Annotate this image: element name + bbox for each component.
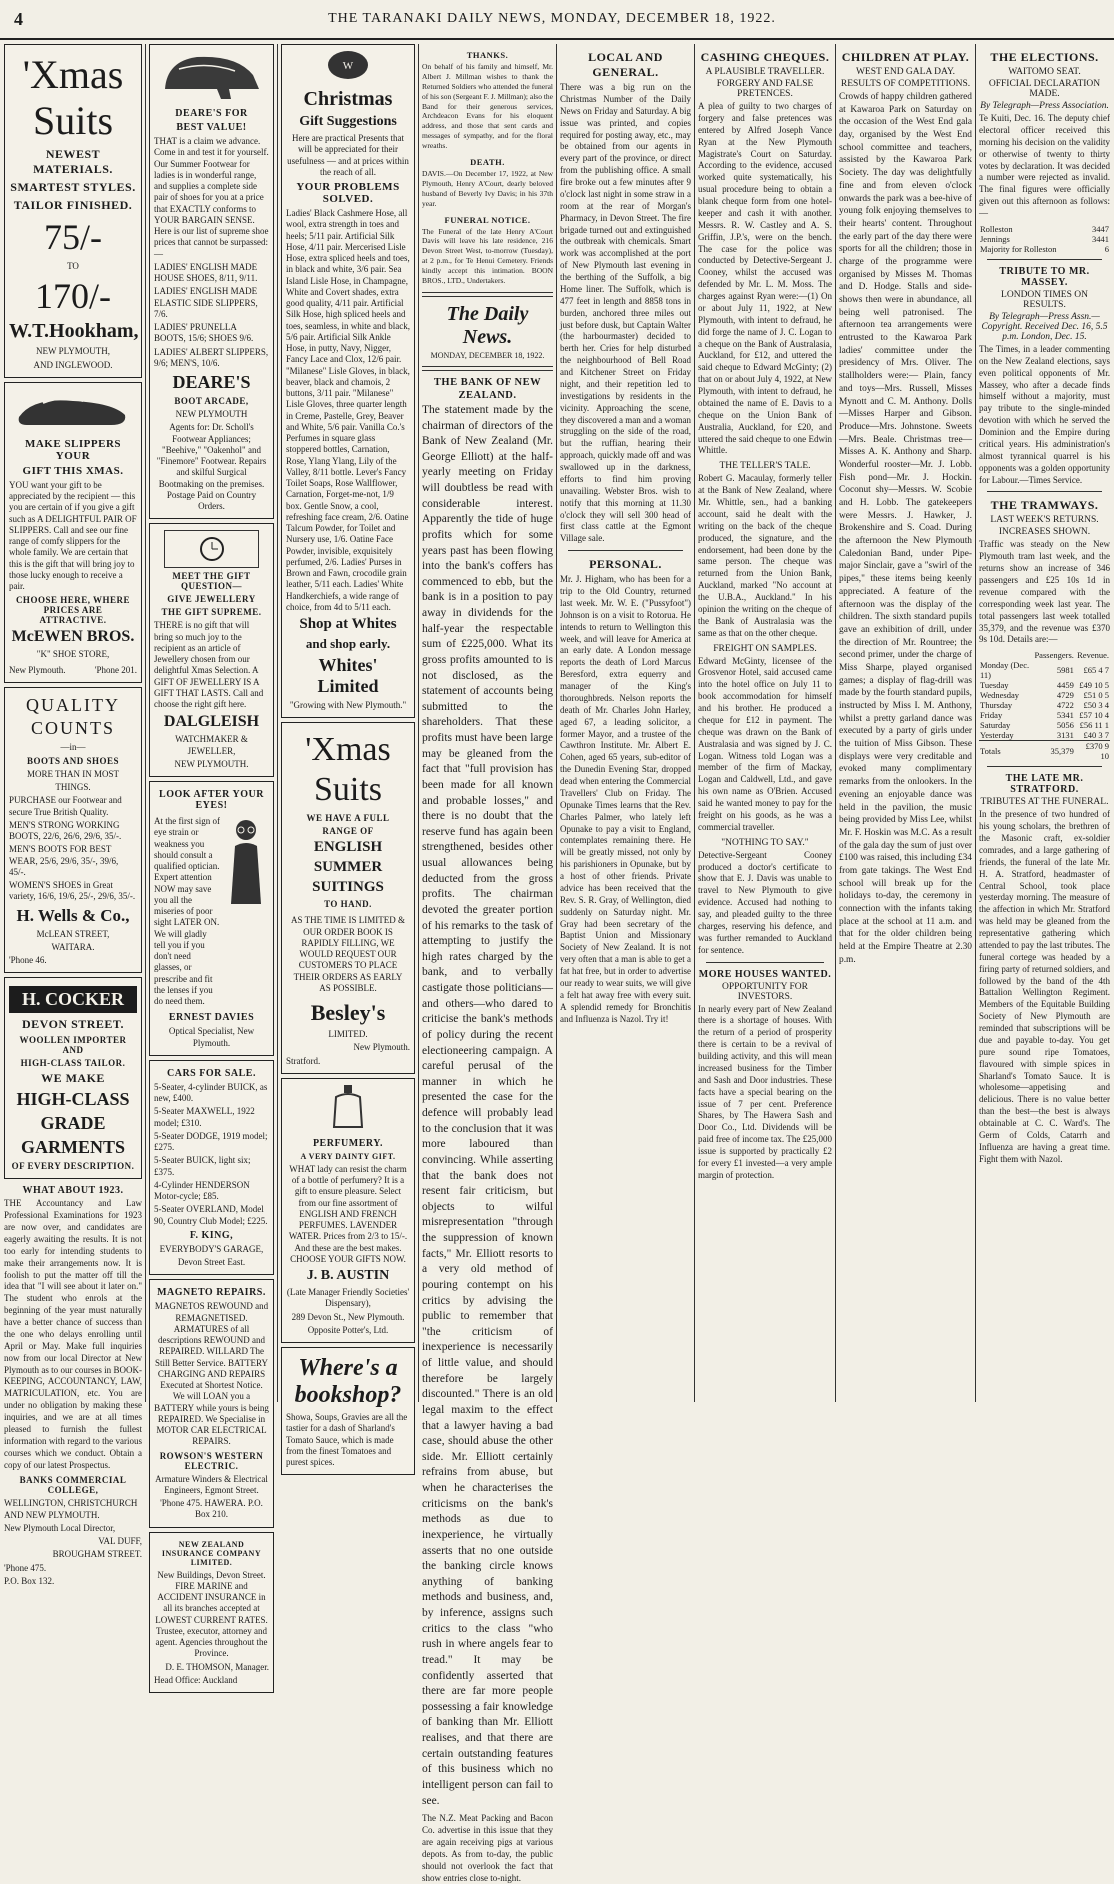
section-heading: LOCAL AND GENERAL. [588, 50, 663, 79]
ad-headline: A VERY DAINTY GIFT. [300, 1151, 396, 1161]
day-cell: Friday [980, 710, 1003, 721]
section-subheading: WAITOMO SEAT. [1008, 67, 1081, 77]
revenue-cell: £51 0 5 [1083, 690, 1109, 701]
nzins-ad [149, 1532, 274, 1694]
dalgleish-ad [149, 523, 274, 777]
perfume-bottle-icon [328, 1083, 368, 1131]
passengers-cell: 3131 [1056, 730, 1074, 741]
notice-body: The Funeral of the late Henry A'Court Davis will leave his late residence, 216 Devon Street West, to-morrow (Tuesday), at 2 p.m., for Te Henui Cemetery. Friends kindly accept this intimation. BOON BROS., LTD., Undertakers. [422, 226, 553, 286]
whites-ad [281, 44, 415, 718]
ad-line: OF EVERY DESCRIPTION. [11, 1161, 135, 1172]
notice-heading: WHAT ABOUT 1923. [22, 1185, 124, 1197]
column-rule [145, 44, 146, 1402]
advertiser-name: ERNEST DAVIES [168, 1012, 255, 1024]
advertiser-line: 'Phone 475. [4, 1562, 47, 1573]
majority-value: 6 [1104, 243, 1109, 254]
ad-headline: LOOK AFTER YOUR EYES! [159, 789, 264, 811]
revenue-cell: £56 11 1 [1079, 720, 1109, 731]
advertiser-name: NEW ZEALAND INSURANCE COMPANY LIMITED. [161, 1539, 262, 1567]
masthead-title: THE TARANAKI DAILY NEWS, MONDAY, DECEMBER 18, 1922. [328, 11, 776, 26]
tram-returns-table [979, 650, 1110, 761]
section-subheading: LAST WEEK'S RETURNS. [990, 515, 1099, 526]
signature-line: D. E. THOMSON, Manager. [165, 1661, 269, 1672]
optician-figure-illustration [223, 814, 269, 904]
column-header: Passengers. [1034, 650, 1074, 661]
masthead [0, 0, 1114, 40]
revenue-cell: £370 9 10 [1085, 741, 1109, 762]
advertiser-address: McLEAN STREET, [36, 928, 110, 939]
advertiser-name: Whites' Limited [317, 655, 379, 696]
price-line: LADIES' ALBERT SLIPPERS, 9/6; MEN'S, 10/6. [154, 346, 269, 368]
car-listing: 5-Seater, 4-cylinder BUICK, as new, £400. [154, 1081, 268, 1103]
day-cell: Saturday [980, 720, 1011, 731]
section-rule [422, 292, 553, 297]
article-body: Edward McGinty, licensee of the Grosvenor Hotel, said accused came into the hotel office on July 11 to book accommodation for himself and his brother. He produced a cheque for £12 in payment. The cheque was drawn on the Bank of Australasia and was signed by J. C. Logan. Witness told Logan was a member of the firm of Mackay, Logan and Caldwell, Ltd., and gave his own name as O'Brien. Accused said he wanted money to pay for the freight on his goods, as he was a commercial traveller. [698, 655, 832, 832]
column-rule [418, 44, 419, 1402]
ad-line: MORE THAN IN MOST [26, 768, 120, 779]
ad-slogan: Shop at Whites [299, 616, 397, 632]
austin-ad [281, 1078, 415, 1343]
column-rule [556, 44, 557, 1402]
svg-text:W: W [342, 60, 354, 72]
section-subheading: FREIGHT ON SAMPLES. [713, 643, 817, 654]
section-subheading: A PLAUSIBLE TRAVELLER. [705, 67, 825, 77]
revenue-cell: £40 3 7 [1083, 730, 1109, 741]
section-heading: THE ELECTIONS. [990, 50, 1099, 64]
advertiser-address: WAITARA. [51, 941, 95, 952]
price-line: MEN'S BOOTS FOR BEST WEAR, 25/6, 29/6, 35/-, 39/6, 45/-. [9, 844, 119, 877]
ad-headline: QUALITY [26, 694, 120, 715]
article-body: Te Kuiti, Dec. 16. The deputy chief electoral officer received this morning his decision on the validity or otherwise of twenty to thirty votes by declaration. It was decided a number were rejected as invalid. The final figures were officially given out this afternoon as follows:— [979, 113, 1110, 218]
column-rule [277, 44, 278, 1402]
column-rule [975, 44, 976, 1402]
ad-headline: 'Xmas [22, 52, 124, 97]
candidate-votes: 3441 [1092, 233, 1109, 244]
ad-headline: Suits [313, 771, 383, 809]
leader-body: The statement made by the chairman of directors of the Bank of New Zealand (Mr. George Elliott) at the half-yearly meeting on Friday will doubtless be read with considerable interest. Apparently the tide of huge profits which for some years past has been flowing into the bank's coffers has commenced to ebb, but the bank is in a position to pay away in dividends for the half-year the respectable sum of £225,000. What its gross profits amounted to is not disclosed, as the statement of accounts being submitted to the shareholders. That these profits must have been large may be gleaned from the fact that "full provision has been made for all known and probable losses," and there is no doubt that the reserve fund has again been strengthened, besides other usual allowances being deducted from the gross profits. The chairman devoted the greater portion of his remarks to the task of attempting to justify the high rates charged by the bank, and to verbally castigate those politicians—and others—who dared to criticise the bank's methods of policy during the recent electioneering campaign. A careful perusal of the manner in which he presented the case for the defence will probably lead to the conclusion that it was more laboured than convincing. While asserting that the bank does not resent fair criticism, but objects to wilful misrepresentation "through the suppression of known facts," Mr. Elliott resorts to a very old method of pouring contempt on his critics by advising the public to remember that "the criticism of inexperience is necessarily of little value, and should therefore be largely discounted." There is an old legal maxim to the effect that a lawyer having a bad case, should abuse the other side. Mr. Elliott certainly refrains from abuse, but when he characterises the criticisms on the bank's methods as due to inexperience, he virtually asserts that no one outside the banking circle knows anything of banking methods and business, and, by inference, assigns such critics to the class "who rush in where angels fear to tread." It may be confidently asserted that there are far more people possessing a fair knowledge of banking than Mr. Elliott realises, and that there are certain outstanding features of this business which no intelligent person can fail to see. [422, 403, 553, 1807]
advertiser-tagline: "Growing with New Plymouth." [289, 700, 407, 710]
ad-body: Agents for: Dr. Scholl's Footwear Appliances; "Beehive," "Oakenhol" and "Finemore" Footwear. Repairs and skilful Surgical Bootmaking on the premises. Postage Paid on Country Orders. [156, 422, 267, 511]
cocker-ad [4, 977, 142, 1179]
table-row [979, 720, 1110, 730]
article-body: There was a big run on the Christmas Number of the Daily News on Friday and Saturday. A big issue was printed, and copies required for posting away, etc., may be obtained from our agents in every part of the province, or direct from the publishing office. A small fire broke out a few minutes after 9 o'clock last night in some straw in a room at the rear of Morgan's Pharmacy, in Devon Street. The fire brigade turned out and extinguished the outbreak with chemicals. Smart work was accomplished at the port of New Plymouth last evening in the berthing of the Suffolk, a big Home liner. The Suffolk, which is 477 feet in length and 8858 tons in burden, anchored three miles out just before dusk, but Captain Walter (the harbourmaster) decided to berth her. Cries for help disturbed the neighbourhood of Bell Road and Kitchener Street on Friday night, and their repetition led to investigations by residents in the vicinity. Approaching the scene, they discovered a man and a woman struggling on the side of the road, but the ruffian, hearing their approach, quickly made off and was swallowed up in the darkness, efforts to find him proving unavailing. Webster Bros. wish to notify that this morning at 11.30 o'clock they will sell 300 head of first class cattle at the Egmont Village sale. [560, 82, 691, 544]
car-listing: 5-Seater DODGE, 1919 model; £275. [154, 1130, 268, 1152]
advertiser-line: Armature Winders & Electrical Engineers, Egmont Street. [155, 1473, 268, 1495]
ad-headline: THE GIFT SUPREME. [161, 607, 262, 618]
table-total-row [979, 741, 1110, 762]
day-cell: Thursday [980, 700, 1013, 711]
advertiser-store: BOOT ARCADE, [174, 396, 249, 406]
car-listing: 5-Seater MAXWELL, 1922 model; £310. [154, 1106, 255, 1128]
advertiser-location: AND INGLEWOOD. [33, 359, 113, 370]
telegraph-credit: By Telegraph—Press Association. [980, 101, 1109, 111]
notice-body: The N.Z. Meat Packing and Bacon Co. advertise in this issue that they are again receiving pigs at various depots. As from to-day, the public should not overlook the fact that show entries close to-night. [422, 1813, 553, 1883]
ad-line: WOOLLEN IMPORTER AND [19, 1035, 127, 1056]
davies-ad [149, 781, 274, 1056]
advertiser-line: WATCHMAKER & JEWELLER, [175, 734, 248, 756]
ad-headline: MEET THE GIFT QUESTION— [172, 571, 251, 592]
passengers-cell: 5056 [1056, 720, 1074, 731]
ad-body: WHAT lady can resist the charm of a bottle of perfumery? It is a gift to ensure pleasure. Select from our fine assortment of ENGLISH AND FRENCH PERFUMES. LAVENDER WATER. Prices from 2/3 to 15/-. And these are the best makes. CHOOSE YOUR GIFTS NOW. [288, 1163, 408, 1264]
article-body: Traffic was steady on the New Plymouth tram last week, and the returns show an increase of 346 passengers and £25 10s 1d in revenue compared with the corresponding week last year. The total passengers last week totalled 35,379, and the revenue was £370 9s 10d. Details are:— [979, 539, 1110, 645]
advertiser-name: DALGLEISH [163, 713, 260, 731]
section-heading: MORE HOUSES WANTED. [698, 968, 832, 980]
column-3 [281, 44, 415, 1467]
table-row [979, 660, 1110, 680]
leader-heading: THE BANK OF NEW [433, 376, 542, 388]
king-ad [149, 1060, 274, 1276]
deare-ad [149, 44, 274, 519]
dateline: MONDAY, DECEMBER 18, 1922. [430, 350, 545, 360]
telegraph-credit: By Telegraph—Press Assn.—Copyright. Received Dec. 16, 5.5 p.m. London, Dec. 15. [981, 311, 1108, 342]
day-cell: Yesterday [980, 730, 1014, 741]
advertiser-line: LIMITED. [328, 1029, 368, 1039]
column-8 [979, 44, 1110, 1402]
advertiser-name: H. Wells & Co., [16, 905, 130, 925]
advertiser-name: J. B. AUSTIN [306, 1268, 390, 1283]
column-1 [4, 44, 142, 1586]
ad-headline: Gift Suggestions [299, 114, 397, 129]
section-rule [987, 491, 1102, 492]
ad-headline: CARS FOR SALE. [167, 1067, 256, 1079]
advertiser-name: DEARE'S [172, 372, 251, 392]
candidate-votes: 3447 [1092, 223, 1109, 234]
ad-headline: ENGLISH [313, 839, 383, 856]
sharland-ad [281, 1347, 415, 1475]
advertiser-line: 289 Devon St., New Plymouth. [291, 1311, 405, 1322]
advertiser-line: New Plymouth Local Director, [4, 1522, 116, 1533]
majority-label: Majority for Rolleston [980, 243, 1057, 254]
passengers-cell: 4729 [1056, 690, 1074, 701]
day-cell: Totals [980, 746, 1001, 757]
advertiser-location: NEW PLYMOUTH [175, 409, 248, 419]
price-to: TO [67, 261, 79, 271]
section-heading: CHILDREN AT PLAY. [841, 50, 970, 64]
day-cell: Monday (Dec. 11) [980, 660, 1030, 681]
table-row [979, 690, 1110, 700]
ad-subhead: YOUR PROBLEMS SOLVED. [296, 181, 400, 205]
column-6 [698, 44, 832, 1402]
advertiser-line: Opposite Potter's, Ltd. [307, 1324, 389, 1335]
car-listing: 5-Seater OVERLAND, Model 90, Country Club Model; £225. [154, 1204, 268, 1226]
ad-body: New Buildings, Devon Street. FIRE MARINE and ACCIDENT INSURANCE in all its branches accepted at LOWEST CURRENT RATES. Trustee, executor, attorney and agent. Agencies throughout the Province. [155, 1569, 268, 1659]
price-line: LADIES' ENGLISH MADE HOUSE SHOES, 8/11, 9/11. [154, 261, 258, 283]
section-rule [568, 550, 683, 551]
column-7 [839, 44, 972, 1402]
ad-slogan: and shop early. [305, 636, 391, 651]
notice-body: DAVIS.—On December 17, 1922, at New Plymouth, Henry A'Court, dearly beloved husband of Beverly Ivy Davis; in his 37th year. [422, 169, 553, 208]
price-line: LADIES' PRUNELLA BOOTS, 15/6; SHOES 9/6. [154, 322, 254, 344]
article-body: Robert G. Macaulay, formerly teller at the Bank of New Zealand, where Mr. Whittle, sen., had a banking account, said he dealt with the writing on the back of the cheque produced, the signature, and the endorsement, had been done by the same person. The cheque was returned from the Union Bank, Auckland, marked "No account at the U.B.A., Auckland." In his opinion the writing on the cheque of the Bank of Australasia was the same as that on the other cheque. [698, 473, 832, 638]
day-cell: Wednesday [980, 690, 1019, 701]
advertiser-line: BROUGHAM STREET. [52, 1549, 142, 1560]
table-row [979, 224, 1110, 234]
article-body: A plea of guilty to two charges of forgery and false pretences was entered by Alfred Joseph Vance Ryan at the New Plymouth Magistrate's Court on Saturday. According to the evidence, accused worked quite systematically, his usual procedure being to obtain a blank cheque form from one hotel-keeper and cash it with another. Messrs. R. W. Castley and A. S. Griffin, J.P.'s, were on the bench. The case for the police was conducted by Detective-Sergeant J. Cooney, whilst the accused was defended by Mr. L. M. Moss. The charges against Ryan were:—(1) On or about July 11, 1922, at New Plymouth, with intent to defraud, he did forge the name of J. C. Logan to a cheque on the Bank of Australasia, Auckland, for £12, and uttered the said cheque to Edward McGinty; (2) that on or about July 4, 1922, at New Plymouth, with intent to defraud, he obtained the name of E. Davis to a cheque on the Union Bank of Australia, Auckland, for £20, and uttered the said cheque to one Edwin Whittle. [698, 101, 832, 456]
ad-intro: Here are practical Presents that will be appreciated for their usefulness — and at prices within the reach of all. [287, 133, 409, 177]
ad-line: WE MAKE [41, 1071, 105, 1086]
day-cell: Tuesday [980, 680, 1009, 691]
ad-body: AS THE TIME IS LIMITED & OUR ORDER BOOK IS RAPIDLY FILLING, WE WOULD REQUEST OUR CUSTOMERS TO PLACE THEIR ORDERS AS EARLY AS POSSIBLE. [291, 915, 405, 993]
whites-logo-icon [326, 49, 370, 81]
ad-headline: SUMMER [313, 859, 383, 876]
revenue-cell: £50 3 4 [1083, 700, 1109, 711]
passengers-cell: 35,379 [1050, 746, 1074, 757]
ad-line: TAILOR FINISHED. [13, 198, 133, 212]
ad-body: THAT is a claim we advance. Come in and test it for yourself. Our Summer Footwear for ladies is in wonderful range, and supplies a complete side pair of shoes for you at a price that EXACTLY conforms to YOUR BARGAIN SENSE. Here is our list of supreme shoe prices that cannot be surpassed:— [154, 136, 269, 259]
table-row [979, 244, 1110, 254]
column-header: Revenue. [1077, 650, 1109, 661]
section-heading: TRIBUTE TO MR. MASSEY. [999, 265, 1090, 288]
ad-line: THINGS. [55, 782, 91, 793]
ad-headline: MAGNETO REPAIRS. [157, 1287, 266, 1299]
candidate-name: Jennings [980, 233, 1010, 244]
advertiser-line: (Late Manager Friendly Societies' Dispensary), [286, 1287, 410, 1309]
office-line: Head Office: Auckland [154, 1674, 238, 1685]
car-listing: 5-Seater BUICK, light six; £375. [154, 1155, 251, 1177]
price-low: 75/- [44, 217, 102, 257]
election-results-table [979, 224, 1110, 254]
ad-line: SMARTEST STYLES. [10, 180, 136, 194]
advertiser-line: NEW PLYMOUTH. [174, 758, 249, 769]
advertiser-name: H. COCKER [9, 986, 137, 1013]
article-body: In nearly every part of New Zealand there is a shortage of houses. With the return of a period of prosperity there is certain to be a revival of building activity, and this will mean increased business for the Timber and Sash and Door industries. These facts have a special bearing on the issue of 7 per cent. Preference Shares, by The Hawera Sash and Door Co., Ltd. Dividends will be paid free of income tax. The £25,000 issue is supported by practically £2 for every £1 invested—a very ample margin of protection. [698, 1003, 832, 1180]
ad-headline: GIFT THIS XMAS. [22, 464, 124, 477]
ad-line: BOOTS AND SHOES [26, 755, 120, 766]
jewellery-illustration [164, 530, 259, 568]
section-subheading: TRIBUTES AT THE FUNERAL. [980, 797, 1109, 808]
advertiser-location: New Plymouth. [9, 664, 66, 675]
section-subheading: OPPORTUNITY FOR INVESTORS. [722, 981, 808, 1002]
ad-headline: Suits [32, 98, 114, 143]
nameplate: The Daily News. [446, 302, 529, 348]
article-body: Detective-Sergeant Cooney produced a doctor's certificate to show that E. J. Davis was unable to travel to New Plymouth to give evidence. Accused had nothing to say, and pleaded guilty to the three charges, reserving his defence, and was further remanded to Auckland for sentence. [698, 849, 832, 955]
ad-line: —in— [60, 741, 86, 752]
advertiser-name: ROWSON'S WESTERN ELECTRIC. [159, 1450, 264, 1471]
ad-headline: HIGH-CLASS [16, 1089, 130, 1110]
column-rule [694, 44, 695, 1402]
ad-body: PURCHASE our Footwear and secure True British Quality. [9, 795, 122, 817]
advertiser-line: New Plymouth. [353, 1042, 410, 1053]
advertiser-name: W.T.Hookham, [9, 320, 139, 343]
price-line: LADIES' ENGLISH MADE ELASTIC SIDE SLIPPERS, 7/6. [154, 286, 258, 319]
price-high: 170/- [35, 276, 111, 317]
article-body: The Times, in a leader commenting on the New Zealand elections, says even political opponents of Mr. Massey, who after a decade finds himself without a majority, must pay tribute to the single-minded devotion with which he served the Dominion and the Empire during critical years. His administration's almost tyrannical quarrel is his opponents was a golden opportunity for Labour.—Times Service. [979, 343, 1110, 485]
price-line: WOMEN'S SHOES in Great variety, 16/6, 19/6, 25/-, 29/6, 35/-. [9, 880, 136, 902]
rowson-ad [149, 1279, 274, 1527]
ad-line: CHOOSE HERE, WHERE PRICES ARE ATTRACTIVE. [15, 595, 131, 626]
section-subheading: WEST END GALA DAY. [855, 67, 956, 77]
ad-headline: BEST VALUE! [176, 122, 247, 133]
table-header [979, 650, 1110, 660]
ad-body: MAGNETOS REWOUND and REMAGNETISED. ARMATURES of all descriptions REWOUND and REPAIRED. WILLARD The Still Better Service. BATTERY CHARGING AND REPAIRS Executed at Shortest Notice. We will LOAN you a BATTERY while yours is being REPAIRED. We Specialise in MOTOR CAR ELECTRICAL REPAIRS. [154, 1301, 269, 1447]
article-body: In the presence of two hundred of his young scholars, the brethren of the Masonic craft, ex-soldier comrades, and a large gathering of friends, the funeral of the late Mr. H. A. Stratford, headmaster of Central School, took place yesterday morning. The measure of the affection in which Mr. Stratford was held may be gleaned from the representative gathering which attended to pay the last tributes. The funeral cortege was headed by a firing party of returned soldiers, and followed by the band of the 4th Battalion Wellington Regiment. Members of the Equitable Building Society of New Plymouth are reminded that subscriptions will be due and payable to-day. You get pure sound ripe Tomatoes, flavoured with simple spices in Sharland's Tomato Sauce. It is wholesome—appetising and delicious. There is no value better than the best—the best is always obtainable at C. C. Ward's. The Germ of Colds, Catarrh and Influenza are having a great time. Fight them with Nazol. [979, 809, 1110, 1164]
ad-headline: COUNTS [30, 717, 115, 738]
ad-headline: DEARE'S FOR [175, 108, 248, 119]
ad-line: HIGH-CLASS TAILOR. [20, 1058, 126, 1069]
ad-headline: SUITINGS [312, 879, 384, 896]
notice-body: THE Accountancy and Law Professional Examinations for 1923 are now over, and candidates are eagerly awaiting the results. It is not too early for intending students to make their arrangements now. It is foolish to put the matter off till the idea that "I will see about it later on." The student who enrols at the beginning of the year must naturally have a better chance of success than the one who delays enrolling until April or May. Make full inquiries now from our local Director at New Plymouth as to our courses in BOOK-KEEPING, ACCOUNTANCY, LAW, MATRICULATION, etc. You are under no obligation by making these inquiries, and we are at all times pleased to furnish the fullest information with regard to the various courses which we conduct. Obtain a copy of our latest Prospectus. [4, 1198, 142, 1470]
page-number: 4 [14, 8, 24, 29]
notice-heading: FUNERAL NOTICE. [444, 214, 531, 225]
passengers-cell: 5981 [1056, 665, 1074, 676]
price-line: MEN'S STRONG WORKING BOOTS, 22/6, 26/6, 29/6, 35/-. [9, 819, 122, 842]
article-body: Crowds of happy children gathered at Kawaroa Park on Saturday on the occasion of the West End gala day, organised by the West End school committee and teachers, assisted by the Kawaroa Park Society. The day was delightfully fine and from eleven o'clock onwards the park was a bee-hive of young folk enjoying themselves to their hearts' content. Throughout the early part of the day there were sports for all the children; those in charge of the programme were organised by Misses M. Thomas and D. Hodge. Stalls and side-shows then were in abundance, all being well patronised. The afternoon tea arrangements were entrusted to the Kawaroa Park ladies' committee under the presidency of Mrs. Oliver. The stallholders were:— Plain, fancy and toys—Mrs. Russell, Misses Mynott and C. M. Anthony. Dolls—Misses Harper and Gibson. Produce—Mrs. Johnstone. Sweets—Mrs. Beale. Christmas tree—Misses A. K. Anthony and Sharp. Wonderful rooster—Mr. J. Lobb. Fish pond—Mr. J. Hockin. Coconut shy—Messrs. W. Scobie and H. Lobb. The gatekeepers were Messrs. J. Hawker, J. Brokenshire and S. Coad. During the afternoon the New Plymouth Caledonian Band, under Pipe-major Sinclair, gave a "swirl of the pipes," these items being keenly appreciated. A feature of the afternoon was the display of the children. The sixth standard pupils gave an exhibition of drill, under the direction of Mr. Rountree; the second primer, under the charge of Miss Sharpe, played organised games; a display of flag-drill was made by the fourth standard pupils, instructed by Miss I. M. Anthony, whilst a pretty garland dance was executed by a party of girls under the tuition of Miss Gibson. These displays were very creditable and evoked many complimentary remarks from the onlookers. In the evening an enjoyable dance was held in the pavilion, the music being provided by Miss Lee, whilst Mr. F. Hoskin was M.C. As a result of the gala day the sum of just over £100 was raised, this including £34 from gate takings. The West End school will break up for the holidays to-day, the ceremony in connection with the infants taking place at the school at 11 a.m. and that for the older children being held at the Empire Theatre at 2.30 p.m. [839, 92, 972, 965]
advertiser-line: VAL DUFF, [98, 1536, 142, 1547]
notice-heading: THANKS. [466, 50, 509, 60]
ad-body: YOU want your gift to be appreciated by the recipient — this you are certain of if you give a gift such as A DELIGHTFUL PAIR OF SLIPPERS. Call and see our fine range of comfy slippers for the whole family. We are certain that this is the gift that will bring joy to those lucky enough to receive a pair. [9, 479, 137, 591]
advertiser-line: EVERYBODY'S GARAGE, [159, 1243, 264, 1254]
column-4 [422, 44, 553, 1883]
advertiser-line: Stratford. [286, 1055, 321, 1066]
ad-headline: MAKE SLIPPERS YOUR [24, 437, 122, 462]
column-rule [835, 44, 836, 1402]
ad-headline: GIVE JEWELLERY [167, 594, 256, 605]
article-body: Mr. J. Higham, who has been for a trip to the Old Country, returned last week. Mr. W. E. ("Pussyfoot") Johnson is on a visit to Rotorua. He intends to return to Wellington this week, and will leave for America at an early date. A London message reports the death of Lord Marcus Beresford, extra equerry and manager of the King's thoroughbreds. Nelson reports the death of Mr. Charles John Harley, aged 67, a leading solicitor, a former Mayor, and a trustee of the Cawthron Institute. Mr. Albert E. Cohen, aged 65 years, sub-editor of the Dunedin Evening Star, dropped dead when entering the Commercial Travellers' Club on Friday. The Opunake Times learns that the Rev. Charles Palmer, who lately left Opunake to pay a visit to England, contemplates remaining there. He will be greatly missed, not only by his parishioners in Opunake, but by a host of other friends. Private advice has been received that the Rev. S. R. Gray, of Wellington, died suddenly on Saturday night. Mr. Gray had been secretary of the Baptist Union and Missionary Society of New Zealand. It is not very often that a man is able to get a fat hat free, but in order to advertise our ready to wear suits, we will give a felt hat away free with every suit. A splendid remedy for Bronchitis and Influenza is Nazol. Try it! [560, 574, 691, 1024]
section-rule [706, 962, 824, 963]
column-2 [149, 44, 274, 1685]
notice-body: On behalf of his family and himself, Mr. Albert J. Millman wishes to thank the Returned Soldiers who attended the funeral of his son (Sergeant F. J. Millman); also the Band for their generous services, Archdeacon Evans for his eloquent address, and those that sent cards and messages of sympathy, and for the floral wreaths. [422, 62, 553, 151]
section-heading: THE LATE MR. STRATFORD. [1005, 773, 1084, 796]
section-rule [422, 366, 553, 371]
passengers-cell: 5341 [1056, 710, 1074, 721]
wells-ad [4, 687, 142, 974]
column-5 [560, 44, 691, 1402]
slipper-illustration [13, 387, 133, 431]
section-rule [987, 259, 1102, 260]
advertiser-name: F. KING, [189, 1229, 234, 1241]
advertiser-line: WELLINGTON, CHRISTCHURCH AND NEW PLYMOUTH. [4, 1498, 138, 1520]
section-rule [987, 766, 1102, 767]
table-row [979, 730, 1110, 741]
advertiser-line: P.O. Box 132. [4, 1575, 55, 1586]
candidate-name: Rolleston [980, 223, 1013, 234]
advertiser-street: DEVON STREET. [21, 1017, 125, 1032]
passengers-cell: 4722 [1056, 700, 1074, 711]
revenue-cell: £57 10 4 [1079, 710, 1109, 721]
ad-headline: 'Xmas [305, 731, 391, 769]
table-row [979, 680, 1110, 690]
advertiser-name: BANKS COMMERCIAL COLLEGE, [19, 1475, 127, 1496]
mcewen-ad [4, 382, 142, 683]
section-subheading: INCREASES SHOWN. [998, 527, 1091, 538]
passengers-cell: 4459 [1056, 680, 1074, 691]
ad-body: THERE is no gift that will bring so much joy to the recipient as an article of Jewellery chosen from our delightful Xmas Selection. A GIFT OF JEWELLERY IS A GIFT THAT LASTS. Call and choose the right gift here. [154, 620, 264, 709]
ad-line: RANGE OF [322, 826, 374, 837]
hookham-ad [4, 44, 142, 378]
revenue-cell: £49 10 5 [1079, 680, 1109, 691]
besley-ad [281, 722, 415, 1074]
ad-headline: Where's a bookshop? [294, 1355, 402, 1408]
section-heading: THE TRAMWAYS. [990, 498, 1099, 513]
advertiser-line: Devon Street East. [177, 1257, 246, 1267]
advertiser-phone: 'Phone 201. [94, 664, 137, 675]
revenue-cell: £65 4 7 [1083, 665, 1109, 676]
banks-college-notice [4, 1185, 142, 1587]
ad-body: At the first sign of eye strain or weakness you should consult a qualified optician. Expert attention NOW may save you all the miseries of poor sight LATER ON. We will gladly tell you if you don't need glasses, or prescribe and fit the lenses if you do need them. [154, 816, 220, 1006]
section-subheading: RESULTS OF COMPETITIONS. [840, 79, 971, 89]
advertiser-name: Besley's [310, 1000, 386, 1025]
shoe-illustration [157, 49, 267, 101]
ad-body: Ladies' Black Cashmere Hose, all wool, extra strength in toes and heels; 5/11 pair. Artificial Silk Hose, 4/11 pair. Mercerised Lisle Hose, extra spliced heels and toes, in black and white, 3/6 pair. Sea Island Lisle Hose, in Champagne, White and Covert shades, extra good quality, 4/11 pair. Artificial Silk Hose, high spliced heels and toes, seamless, in white and black, 5/6 pair. Artificial Silk Ankle Hose, in putty, Navy, Nigger, Fancy Lace and Clox, 12/6 pair. "Milanese" Lisle Gloves, in black, beaver, black and chamois, 2 buttons, 3/11 pair. "Milanese" Lisle Gloves, three quarter length in Creme, Pastelle, Grey, Beaver and White, 5/6 pair. Vanilla Co.'s Perfumes in square glass stoppered bottles, Carnation, Rose, Ylang Ylang, Lily of the Valley, 8/11 bottle. Lever's Fancy Toilet Soaps, Rose Wallflower, Carnation, Forget-me-not, 1/9 box. Gentle Snow, a cool, refreshing face cream, 2/6. Oatine Talcum Powder, for Toilet and Nursery use, 1/6. Oatine Face Powder, invisible, exquisitely perfumed, 2/6. Ladies' Purses in Brown and Fawn, crocodile grain leather, 5/11 each. Ladies' White Handkerchiefs, a wide range of choice, from 4d to 5/11 each. [286, 208, 410, 612]
section-subheading: THE TELLER'S TALE. [719, 461, 811, 472]
section-subheading: OFFICIAL DECLARATION MADE. [988, 79, 1101, 99]
ad-headline: PERFUMERY. [312, 1137, 384, 1149]
section-subheading: FORGERY AND FALSE PRETENCES. [716, 79, 814, 99]
ad-line: NEWEST MATERIALS. [33, 147, 113, 176]
ad-line: WE HAVE A FULL [306, 813, 390, 824]
leader-heading: ZEALAND. [458, 389, 517, 401]
car-listing: 4-Cylinder HENDERSON Motor-cycle; £85. [154, 1179, 250, 1201]
ad-headline: Christmas [303, 88, 393, 110]
table-row [979, 234, 1110, 244]
notice-heading: DEATH. [470, 157, 505, 168]
advertiser-phone: 'Phone 46. [9, 955, 47, 966]
ad-headline: GRADE [40, 1113, 106, 1134]
section-heading: PERSONAL. [589, 557, 662, 572]
section-heading: CASHING CHEQUES. [700, 50, 830, 64]
advertiser-location: NEW PLYMOUTH, [36, 346, 110, 357]
table-row [979, 700, 1110, 710]
ad-line: TO HAND. [324, 899, 372, 910]
advertiser-store: "K" SHOE STORE, [36, 649, 110, 660]
advertiser-line: Optical Specialist, New Plymouth. [168, 1026, 255, 1048]
section-subheading: LONDON TIMES ON RESULTS. [1001, 289, 1088, 310]
ad-body: Showa, Soups, Gravies are all the tastier for a dash of Sharland's Tomato Sauce, which is made from the finest Tomatoes and purest spices. [286, 1412, 408, 1467]
ad-headline: GARMENTS [20, 1137, 125, 1158]
section-subheading: "NOTHING TO SAY." [721, 837, 809, 848]
watch-icon [182, 535, 242, 563]
advertiser-name: McEWEN BROS. [11, 628, 135, 646]
table-row [979, 710, 1110, 720]
advertiser-phone: 'Phone 475. HAWERA. P.O. Box 210. [160, 1498, 263, 1520]
